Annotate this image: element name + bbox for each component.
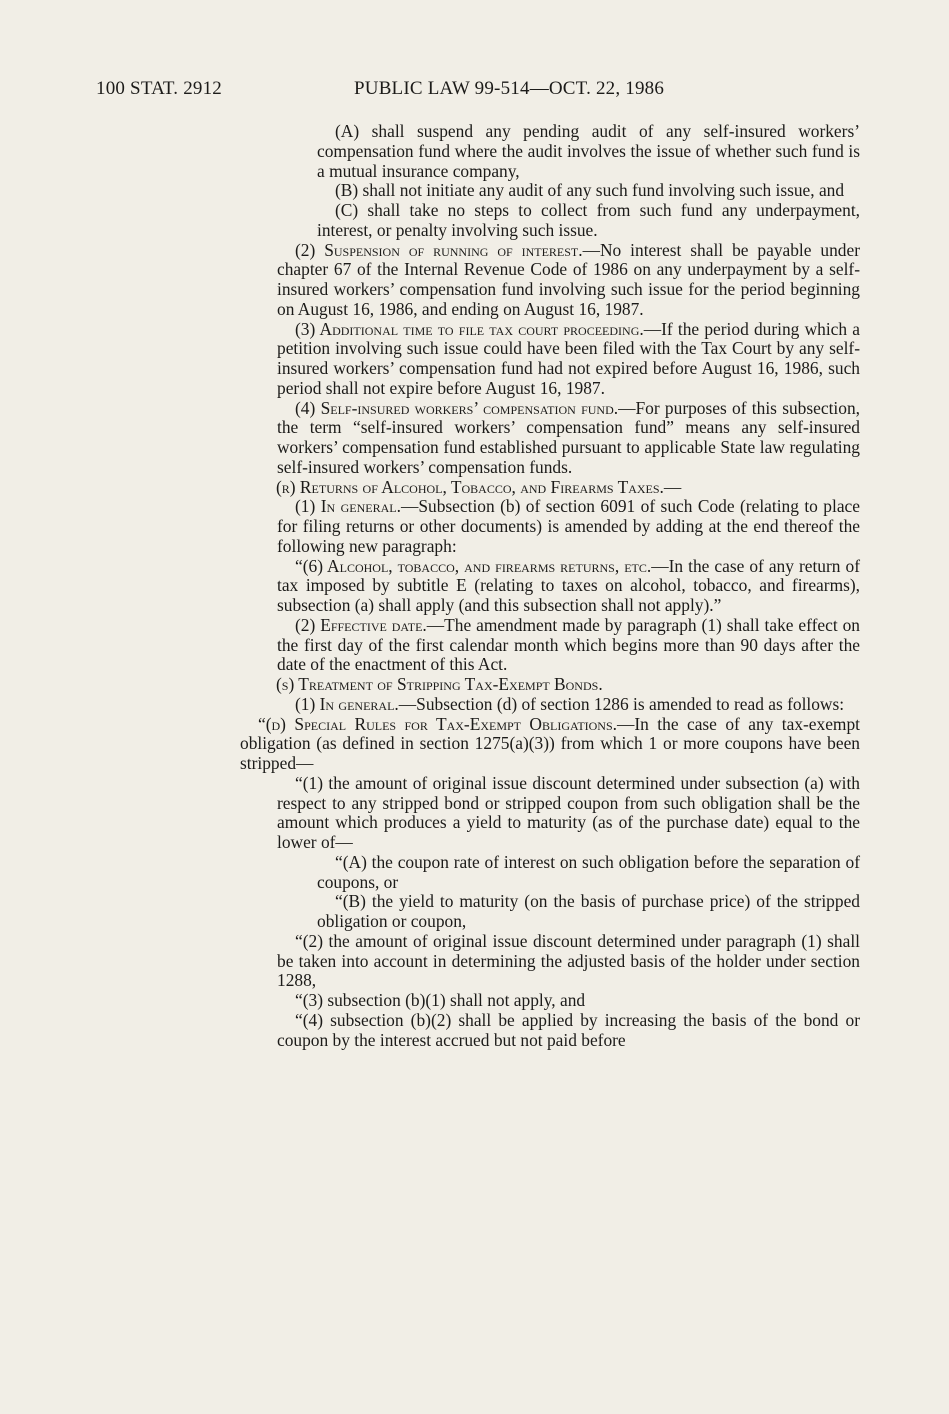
paragraph-b: (B) shall not initiate any audit of any such fund involving such issue, and xyxy=(335,180,845,201)
special-rules-1: “(1) the amount of original issue discount determined under subsection (a) with respect to any stripped bond or stripped coupon from such obligation shall be the amount which produces a yield to maturity (as of the purchase date) equal to the lower of— xyxy=(277,772,860,852)
subsection-r-2: (2) Effective date.—The amendment made by paragraph (1) shall take effect on the first day of the first calendar month which begins more than 90 days after the date of the enactment of this Act. xyxy=(277,614,860,675)
subsection-s-heading: (s) Treatment of Stripping Tax-Exempt Bonds. xyxy=(276,674,603,694)
subsection-r-heading: (r) Returns of Alcohol, Tobacco, and Firearms Taxes.— xyxy=(276,476,682,497)
subsection-r-6: “(6) Alcohol, tobacco, and firearms returns, etc.—In the case of any return of tax imposed by subtitle E (relating to taxes on alcohol, tobacco, and firearms), subsection (a) shall apply (and this subsection shall not apply).” xyxy=(277,555,860,615)
special-rules-3: “(3) subsection (b)(1) shall not apply, and xyxy=(295,990,586,1010)
special-rules-b: “(B) the yield to maturity (on the basis of purchase price) of the stripped obligation or coupon, xyxy=(317,891,860,931)
special-rules-4: “(4) subsection (b)(2) shall be applied by increasing the basis of the bond or coupon by the interest accrued but not paid before xyxy=(277,1009,860,1050)
paragraph-2: (2) Suspension of running of interest.—No interest shall be payable under chapter 67 of the Internal Revenue Code of 1986 on any underpayment by a self-insured workers’ compensation fund involving such issue for the period beginning on August 16, 1986, and ending on August 16, 1987. xyxy=(277,239,860,319)
paragraph-c: (C) shall take no steps to collect from such fund any underpayment, interest, or penalty involving such issue. xyxy=(317,200,860,240)
special-rules-d: “(d) Special Rules for Tax-Exempt Obligations.—In the case of any tax-exempt obligation (as defined in section 1275(a)(3)) from which 1 or more coupons have been stripped— xyxy=(240,713,860,773)
paragraph-3: (3) Additional time to file tax court proceeding.—If the period during which a petition involving such issue could have been filed with the Tax Court by any self-insured workers’ compensation fund had not expired before August 16, 1986, such period shall not expire before August 16, 1987. xyxy=(277,318,860,398)
special-rules-a: “(A) the coupon rate of interest on such obligation before the separation of coupons, or xyxy=(317,851,860,892)
special-rules-2: “(2) the amount of original issue discount determined under paragraph (1) shall be taken into account in determining the adjusted basis of the holder under section 1288, xyxy=(277,930,860,991)
stat-reference: 100 STAT. 2912 xyxy=(96,78,223,99)
subsection-r-1: (1) In general.—Subsection (b) of section 6091 of such Code (relating to place for filing returns or other documents) is amended by adding at the end thereof the following new paragraph: xyxy=(277,496,860,556)
body-text xyxy=(240,122,860,1050)
paragraph-a: (A) shall suspend any pending audit of any self-insured workers’ compensation fund where the audit involves the issue of whether such fund is a mutual insurance company, xyxy=(317,121,860,181)
law-reference: PUBLIC LAW 99-514—OCT. 22, 1986 xyxy=(354,78,665,99)
paragraph-4: (4) Self-insured workers’ compensation fund.—For purposes of this subsection, the term “self-insured workers’ compensation fund” means any self-insured workers’ compensation fund established pursuant to applicable State law regulating self-insured workers’ compensation funds. xyxy=(277,397,860,477)
subsection-s-1: (1) In general.—Subsection (d) of section 1286 is amended to read as follows: xyxy=(295,693,845,714)
